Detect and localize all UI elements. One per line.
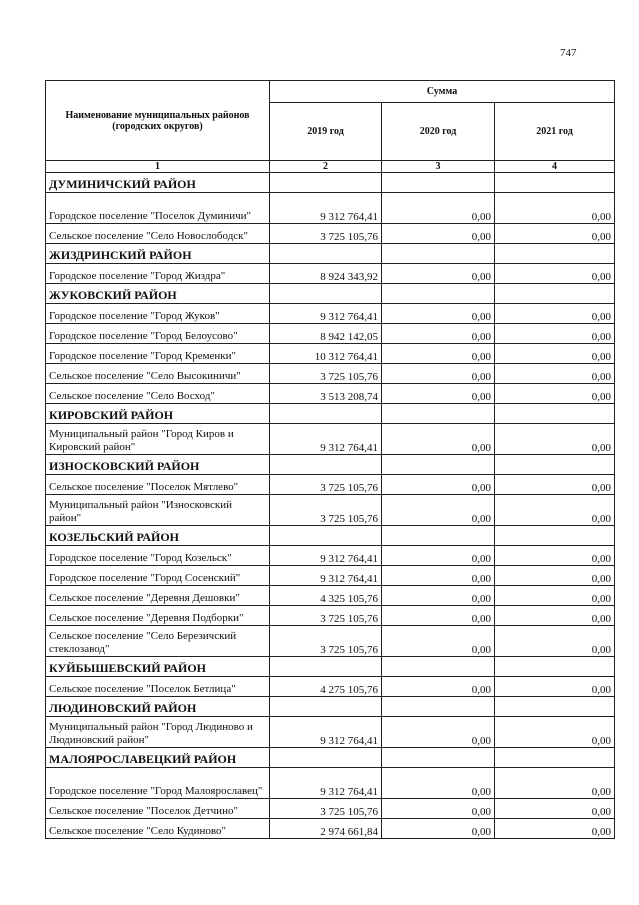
table-row xyxy=(46,819,615,839)
amount-2021: 0,00 xyxy=(495,324,615,344)
empty-cell xyxy=(495,455,615,475)
amount-2020: 0,00 xyxy=(382,304,495,324)
year-2020-header: 2020 год xyxy=(382,103,495,161)
settlement-name: Сельское поселение "Поселок Бетлица" xyxy=(46,677,270,697)
empty-cell xyxy=(495,404,615,424)
amount-2021: 0,00 xyxy=(495,586,615,606)
settlement-name: Городское поселение "Город Белоусово" xyxy=(46,324,270,344)
district-header-row xyxy=(46,748,615,768)
amount-2020: 0,00 xyxy=(382,566,495,586)
settlement-name: Городское поселение "Город Жиздра" xyxy=(46,264,270,284)
settlement-name: Сельское поселение "Село Березичский стеклозавод" xyxy=(46,626,270,657)
amount-2021: 0,00 xyxy=(495,264,615,284)
district-name: ЛЮДИНОВСКИЙ РАЙОН xyxy=(46,697,270,717)
amount-2020: 0,00 xyxy=(382,475,495,495)
amount-2019: 3 725 105,76 xyxy=(270,606,382,626)
amount-2021: 0,00 xyxy=(495,304,615,324)
district-header-row xyxy=(46,404,615,424)
settlement-name: Сельское поселение "Поселок Детчино" xyxy=(46,799,270,819)
settlement-name: Муниципальный район "Город Людиново и Людиновский район" xyxy=(46,717,270,748)
column-number: 4 xyxy=(495,161,615,173)
settlement-name: Городское поселение "Город Малоярославец" xyxy=(46,768,270,799)
amount-2021: 0,00 xyxy=(495,344,615,364)
amount-2019: 3 725 105,76 xyxy=(270,799,382,819)
amount-2021: 0,00 xyxy=(495,799,615,819)
district-header-row xyxy=(46,173,615,193)
amount-2021: 0,00 xyxy=(495,819,615,839)
amount-2021: 0,00 xyxy=(495,224,615,244)
settlement-name: Городское поселение "Город Кременки" xyxy=(46,344,270,364)
table-row xyxy=(46,677,615,697)
table-row xyxy=(46,566,615,586)
empty-cell xyxy=(495,173,615,193)
amount-2020: 0,00 xyxy=(382,677,495,697)
page-number: 747 xyxy=(560,47,577,59)
amount-2020: 0,00 xyxy=(382,626,495,657)
district-name: ЖИЗДРИНСКИЙ РАЙОН xyxy=(46,244,270,264)
amount-2021: 0,00 xyxy=(495,424,615,455)
table-row xyxy=(46,495,615,526)
year-2019-header: 2019 год xyxy=(270,103,382,161)
amount-2020: 0,00 xyxy=(382,324,495,344)
empty-cell xyxy=(495,244,615,264)
amount-2019: 4 325 105,76 xyxy=(270,586,382,606)
amount-2020: 0,00 xyxy=(382,264,495,284)
empty-cell xyxy=(270,526,382,546)
settlement-name: Муниципальный район "Город Киров и Кировский район" xyxy=(46,424,270,455)
amount-2020: 0,00 xyxy=(382,224,495,244)
table-row xyxy=(46,717,615,748)
amount-2020: 0,00 xyxy=(382,344,495,364)
table-row xyxy=(46,224,615,244)
amount-2021: 0,00 xyxy=(495,606,615,626)
empty-cell xyxy=(495,284,615,304)
settlement-name: Городское поселение "Поселок Думиничи" xyxy=(46,193,270,224)
empty-cell xyxy=(495,748,615,768)
name-column-header: Наименование муниципальных районов (городских округов) xyxy=(46,81,270,161)
table-row xyxy=(46,586,615,606)
empty-cell xyxy=(382,748,495,768)
amount-2019: 4 275 105,76 xyxy=(270,677,382,697)
column-number: 1 xyxy=(46,161,270,173)
table-row xyxy=(46,424,615,455)
empty-cell xyxy=(382,455,495,475)
empty-cell xyxy=(382,404,495,424)
amount-2020: 0,00 xyxy=(382,717,495,748)
amount-2019: 3 725 105,76 xyxy=(270,495,382,526)
settlement-name: Городское поселение "Город Сосенский" xyxy=(46,566,270,586)
amount-2021: 0,00 xyxy=(495,495,615,526)
amount-2021: 0,00 xyxy=(495,193,615,224)
amount-2021: 0,00 xyxy=(495,768,615,799)
settlement-name: Городское поселение "Город Жуков" xyxy=(46,304,270,324)
amount-2020: 0,00 xyxy=(382,424,495,455)
empty-cell xyxy=(270,173,382,193)
amount-2019: 9 312 764,41 xyxy=(270,768,382,799)
amount-2019: 3 725 105,76 xyxy=(270,364,382,384)
district-header-row xyxy=(46,657,615,677)
district-name: КУЙБЫШЕВСКИЙ РАЙОН xyxy=(46,657,270,677)
amount-2020: 0,00 xyxy=(382,495,495,526)
empty-cell xyxy=(270,697,382,717)
empty-cell xyxy=(270,455,382,475)
amount-2019: 3 513 208,74 xyxy=(270,384,382,404)
district-header-row xyxy=(46,284,615,304)
empty-cell xyxy=(495,526,615,546)
column-number: 3 xyxy=(382,161,495,173)
table-row xyxy=(46,606,615,626)
amount-2019: 3 725 105,76 xyxy=(270,475,382,495)
empty-cell xyxy=(382,173,495,193)
table-row xyxy=(46,768,615,799)
district-header-row xyxy=(46,244,615,264)
district-name: ИЗНОСКОВСКИЙ РАЙОН xyxy=(46,455,270,475)
empty-cell xyxy=(382,244,495,264)
amount-2021: 0,00 xyxy=(495,546,615,566)
table-row xyxy=(46,799,615,819)
table-row xyxy=(46,384,615,404)
district-name: МАЛОЯРОСЛАВЕЦКИЙ РАЙОН xyxy=(46,748,270,768)
amount-2019: 10 312 764,41 xyxy=(270,344,382,364)
amount-2019: 9 312 764,41 xyxy=(270,424,382,455)
amount-2021: 0,00 xyxy=(495,475,615,495)
amount-2019: 9 312 764,41 xyxy=(270,717,382,748)
amount-2020: 0,00 xyxy=(382,768,495,799)
amount-2019: 2 974 661,84 xyxy=(270,819,382,839)
amount-2019: 3 725 105,76 xyxy=(270,224,382,244)
district-header-row xyxy=(46,455,615,475)
empty-cell xyxy=(270,244,382,264)
amount-2020: 0,00 xyxy=(382,799,495,819)
amount-2020: 0,00 xyxy=(382,364,495,384)
empty-cell xyxy=(382,697,495,717)
table-row xyxy=(46,364,615,384)
empty-cell xyxy=(270,657,382,677)
settlement-name: Сельское поселение "Село Новослободск" xyxy=(46,224,270,244)
amount-2021: 0,00 xyxy=(495,364,615,384)
settlement-name: Сельское поселение "Село Восход" xyxy=(46,384,270,404)
settlement-name: Сельское поселение "Село Высокиничи" xyxy=(46,364,270,384)
amount-2019: 9 312 764,41 xyxy=(270,566,382,586)
empty-cell xyxy=(382,526,495,546)
empty-cell xyxy=(270,284,382,304)
table-row xyxy=(46,264,615,284)
district-name: КИРОВСКИЙ РАЙОН xyxy=(46,404,270,424)
empty-cell xyxy=(495,697,615,717)
amount-2020: 0,00 xyxy=(382,819,495,839)
empty-cell xyxy=(495,657,615,677)
table-row xyxy=(46,193,615,224)
table-row xyxy=(46,324,615,344)
amount-2020: 0,00 xyxy=(382,384,495,404)
subsidy-table xyxy=(45,80,615,839)
table-row xyxy=(46,626,615,657)
empty-cell xyxy=(270,748,382,768)
empty-cell xyxy=(382,284,495,304)
amount-2019: 9 312 764,41 xyxy=(270,304,382,324)
settlement-name: Городское поселение "Город Козельск" xyxy=(46,546,270,566)
amount-2021: 0,00 xyxy=(495,677,615,697)
district-name: ДУМИНИЧСКИЙ РАЙОН xyxy=(46,173,270,193)
amount-2021: 0,00 xyxy=(495,566,615,586)
settlement-name: Сельское поселение "Деревня Подборки" xyxy=(46,606,270,626)
amount-2019: 3 725 105,76 xyxy=(270,626,382,657)
settlement-name: Сельское поселение "Село Кудиново" xyxy=(46,819,270,839)
amount-2020: 0,00 xyxy=(382,193,495,224)
settlement-name: Сельское поселение "Поселок Мятлево" xyxy=(46,475,270,495)
table-row xyxy=(46,344,615,364)
amount-2020: 0,00 xyxy=(382,586,495,606)
amount-2019: 8 942 142,05 xyxy=(270,324,382,344)
year-2021-header: 2021 год xyxy=(495,103,615,161)
settlement-name: Муниципальный район "Износковский район" xyxy=(46,495,270,526)
district-header-row xyxy=(46,697,615,717)
amount-2020: 0,00 xyxy=(382,546,495,566)
column-number: 2 xyxy=(270,161,382,173)
table-row xyxy=(46,304,615,324)
district-name: ЖУКОВСКИЙ РАЙОН xyxy=(46,284,270,304)
empty-cell xyxy=(270,404,382,424)
settlement-name: Сельское поселение "Деревня Дешовки" xyxy=(46,586,270,606)
district-header-row xyxy=(46,526,615,546)
amount-2019: 9 312 764,41 xyxy=(270,193,382,224)
sum-header: Сумма xyxy=(270,81,615,103)
amount-2019: 9 312 764,41 xyxy=(270,546,382,566)
table-row xyxy=(46,475,615,495)
amount-2020: 0,00 xyxy=(382,606,495,626)
amount-2021: 0,00 xyxy=(495,384,615,404)
amount-2021: 0,00 xyxy=(495,626,615,657)
amount-2021: 0,00 xyxy=(495,717,615,748)
district-name: КОЗЕЛЬСКИЙ РАЙОН xyxy=(46,526,270,546)
empty-cell xyxy=(382,657,495,677)
amount-2019: 8 924 343,92 xyxy=(270,264,382,284)
table-row xyxy=(46,546,615,566)
